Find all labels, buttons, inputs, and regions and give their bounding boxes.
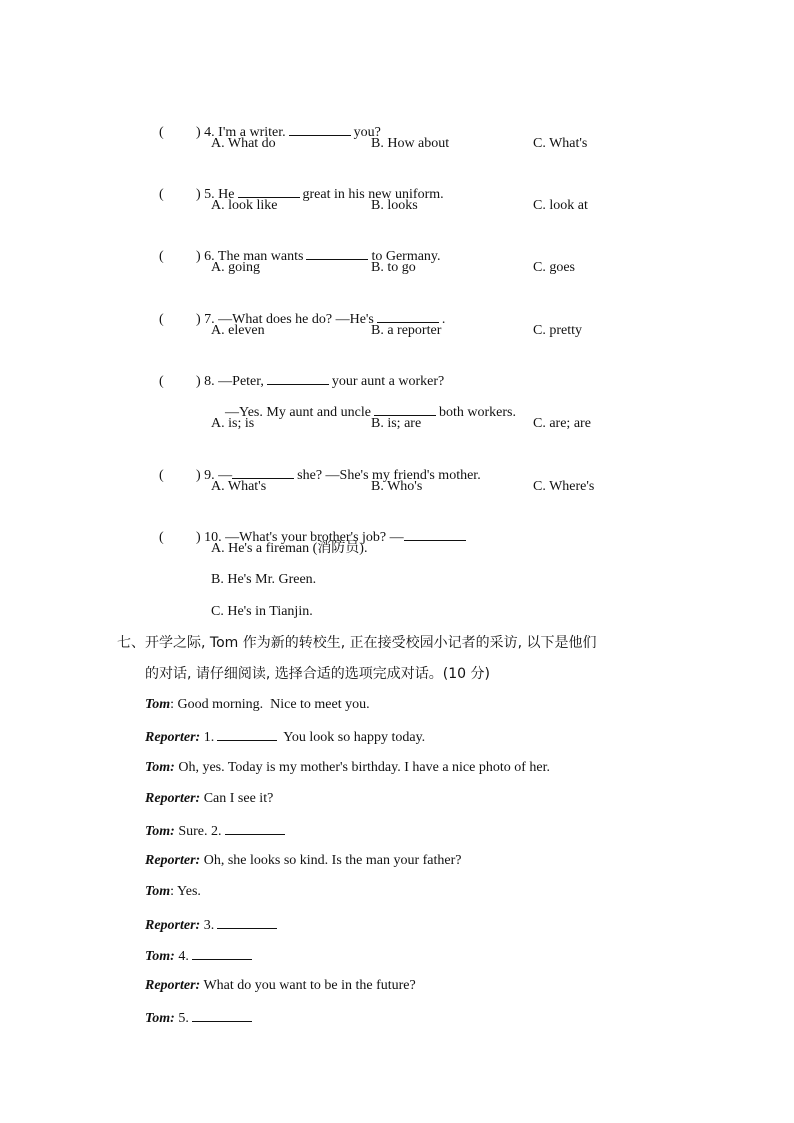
- option-c: C. He's in Tianjin.: [211, 604, 313, 619]
- section-7-instructions: 的对话, 请仔细阅读, 选择合适的选项完成对话。(10 分): [145, 666, 490, 682]
- answer-blank: [404, 527, 466, 541]
- option-b: B. He's Mr. Green.: [211, 572, 317, 587]
- dialogue-line: Tom: Yes.: [145, 884, 201, 899]
- answer-blank: [192, 946, 252, 960]
- question-10: ( ) 10. —What's your brother's job? —: [145, 509, 469, 565]
- answer-blank: [374, 402, 436, 416]
- dialogue-line: Reporter: Can I see it?: [145, 791, 274, 806]
- option-a: A. look like: [211, 198, 278, 213]
- question-9: ( ) 9. — she? —She's my friend's mother.: [145, 447, 481, 503]
- option-a: A. He's a fireman (消防员).: [211, 541, 368, 556]
- answer-paren: (: [159, 125, 164, 140]
- question-5: ( ) 5. He great in his new uniform.: [145, 166, 444, 222]
- speaker: Reporter:: [145, 791, 201, 806]
- option-c: C. are; are: [533, 416, 591, 431]
- option-a: A. eleven: [211, 323, 265, 338]
- answer-blank: [225, 821, 285, 835]
- option-b: B. looks: [371, 198, 418, 213]
- answer-blank: [217, 727, 277, 741]
- dialogue-line: Tom: Sure. 2.: [145, 821, 288, 841]
- answer-blank: [192, 1008, 252, 1022]
- dialogue-line: Tom: Oh, yes. Today is my mother's birthday. I have a nice photo of her.: [145, 760, 551, 775]
- answer-blank: [267, 371, 329, 385]
- speaker: Tom: [145, 697, 171, 712]
- dialogue-line: Reporter: 3.: [145, 915, 280, 935]
- option-c: C. pretty: [533, 323, 582, 338]
- option-a: A. going: [211, 260, 260, 275]
- answer-blank: [217, 915, 277, 929]
- dialogue-line: Tom: 5.: [145, 1008, 255, 1028]
- option-a: A. What's: [211, 479, 267, 494]
- option-b: B. a reporter: [371, 323, 442, 338]
- option-c: C. look at: [533, 198, 588, 213]
- dialogue-line: Tom: 4.: [145, 946, 255, 966]
- answer-blank: [306, 246, 368, 260]
- question-7: ( ) 7. —What does he do? —He's .: [145, 291, 445, 347]
- dialogue-line: Reporter: 1. You look so happy today.: [145, 727, 425, 747]
- option-b: B. is; are: [371, 416, 422, 431]
- question-8-line2: —Yes. My aunt and uncle both workers.: [211, 384, 516, 440]
- option-c: C. What's: [533, 136, 588, 151]
- speaker: Reporter:: [145, 918, 201, 933]
- question-number: 4.: [204, 125, 215, 140]
- speaker: Reporter:: [145, 978, 201, 993]
- speaker: Reporter:: [145, 730, 201, 745]
- answer-blank: [377, 309, 439, 323]
- speaker: Tom:: [145, 949, 175, 964]
- answer-blank: [232, 465, 294, 479]
- question-6: ( ) 6. The man wants to Germany.: [145, 228, 441, 284]
- question-text: I'm a writer.: [218, 125, 286, 140]
- dialogue-line: Reporter: Oh, she looks so kind. Is the man your father?: [145, 853, 462, 868]
- speaker: Tom:: [145, 1011, 175, 1026]
- option-c: C. goes: [533, 260, 575, 275]
- question-4: ( ) 4. I'm a writer. you?: [145, 104, 381, 160]
- dialogue-line: Reporter: What do you want to be in the future?: [145, 978, 416, 993]
- speaker: Tom: [145, 884, 171, 899]
- option-a: A. is; is: [211, 416, 255, 431]
- dialogue-line: Tom: Good morning. Nice to meet you.: [145, 697, 370, 712]
- answer-blank: [238, 184, 300, 198]
- speaker: Tom:: [145, 760, 175, 775]
- option-b: B. How about: [371, 136, 450, 151]
- speaker: Tom:: [145, 824, 175, 839]
- speaker: Reporter:: [145, 853, 201, 868]
- option-c: C. Where's: [533, 479, 595, 494]
- section-7-heading: 七、开学之际, Tom 作为新的转校生, 正在接受校园小记者的采访, 以下是他们: [117, 635, 597, 651]
- option-b: B. Who's: [371, 479, 423, 494]
- option-b: B. to go: [371, 260, 416, 275]
- question-8: ( ) 8. —Peter, your aunt a worker?: [145, 353, 444, 409]
- option-a: A. What do: [211, 136, 276, 151]
- answer-blank: [289, 122, 351, 136]
